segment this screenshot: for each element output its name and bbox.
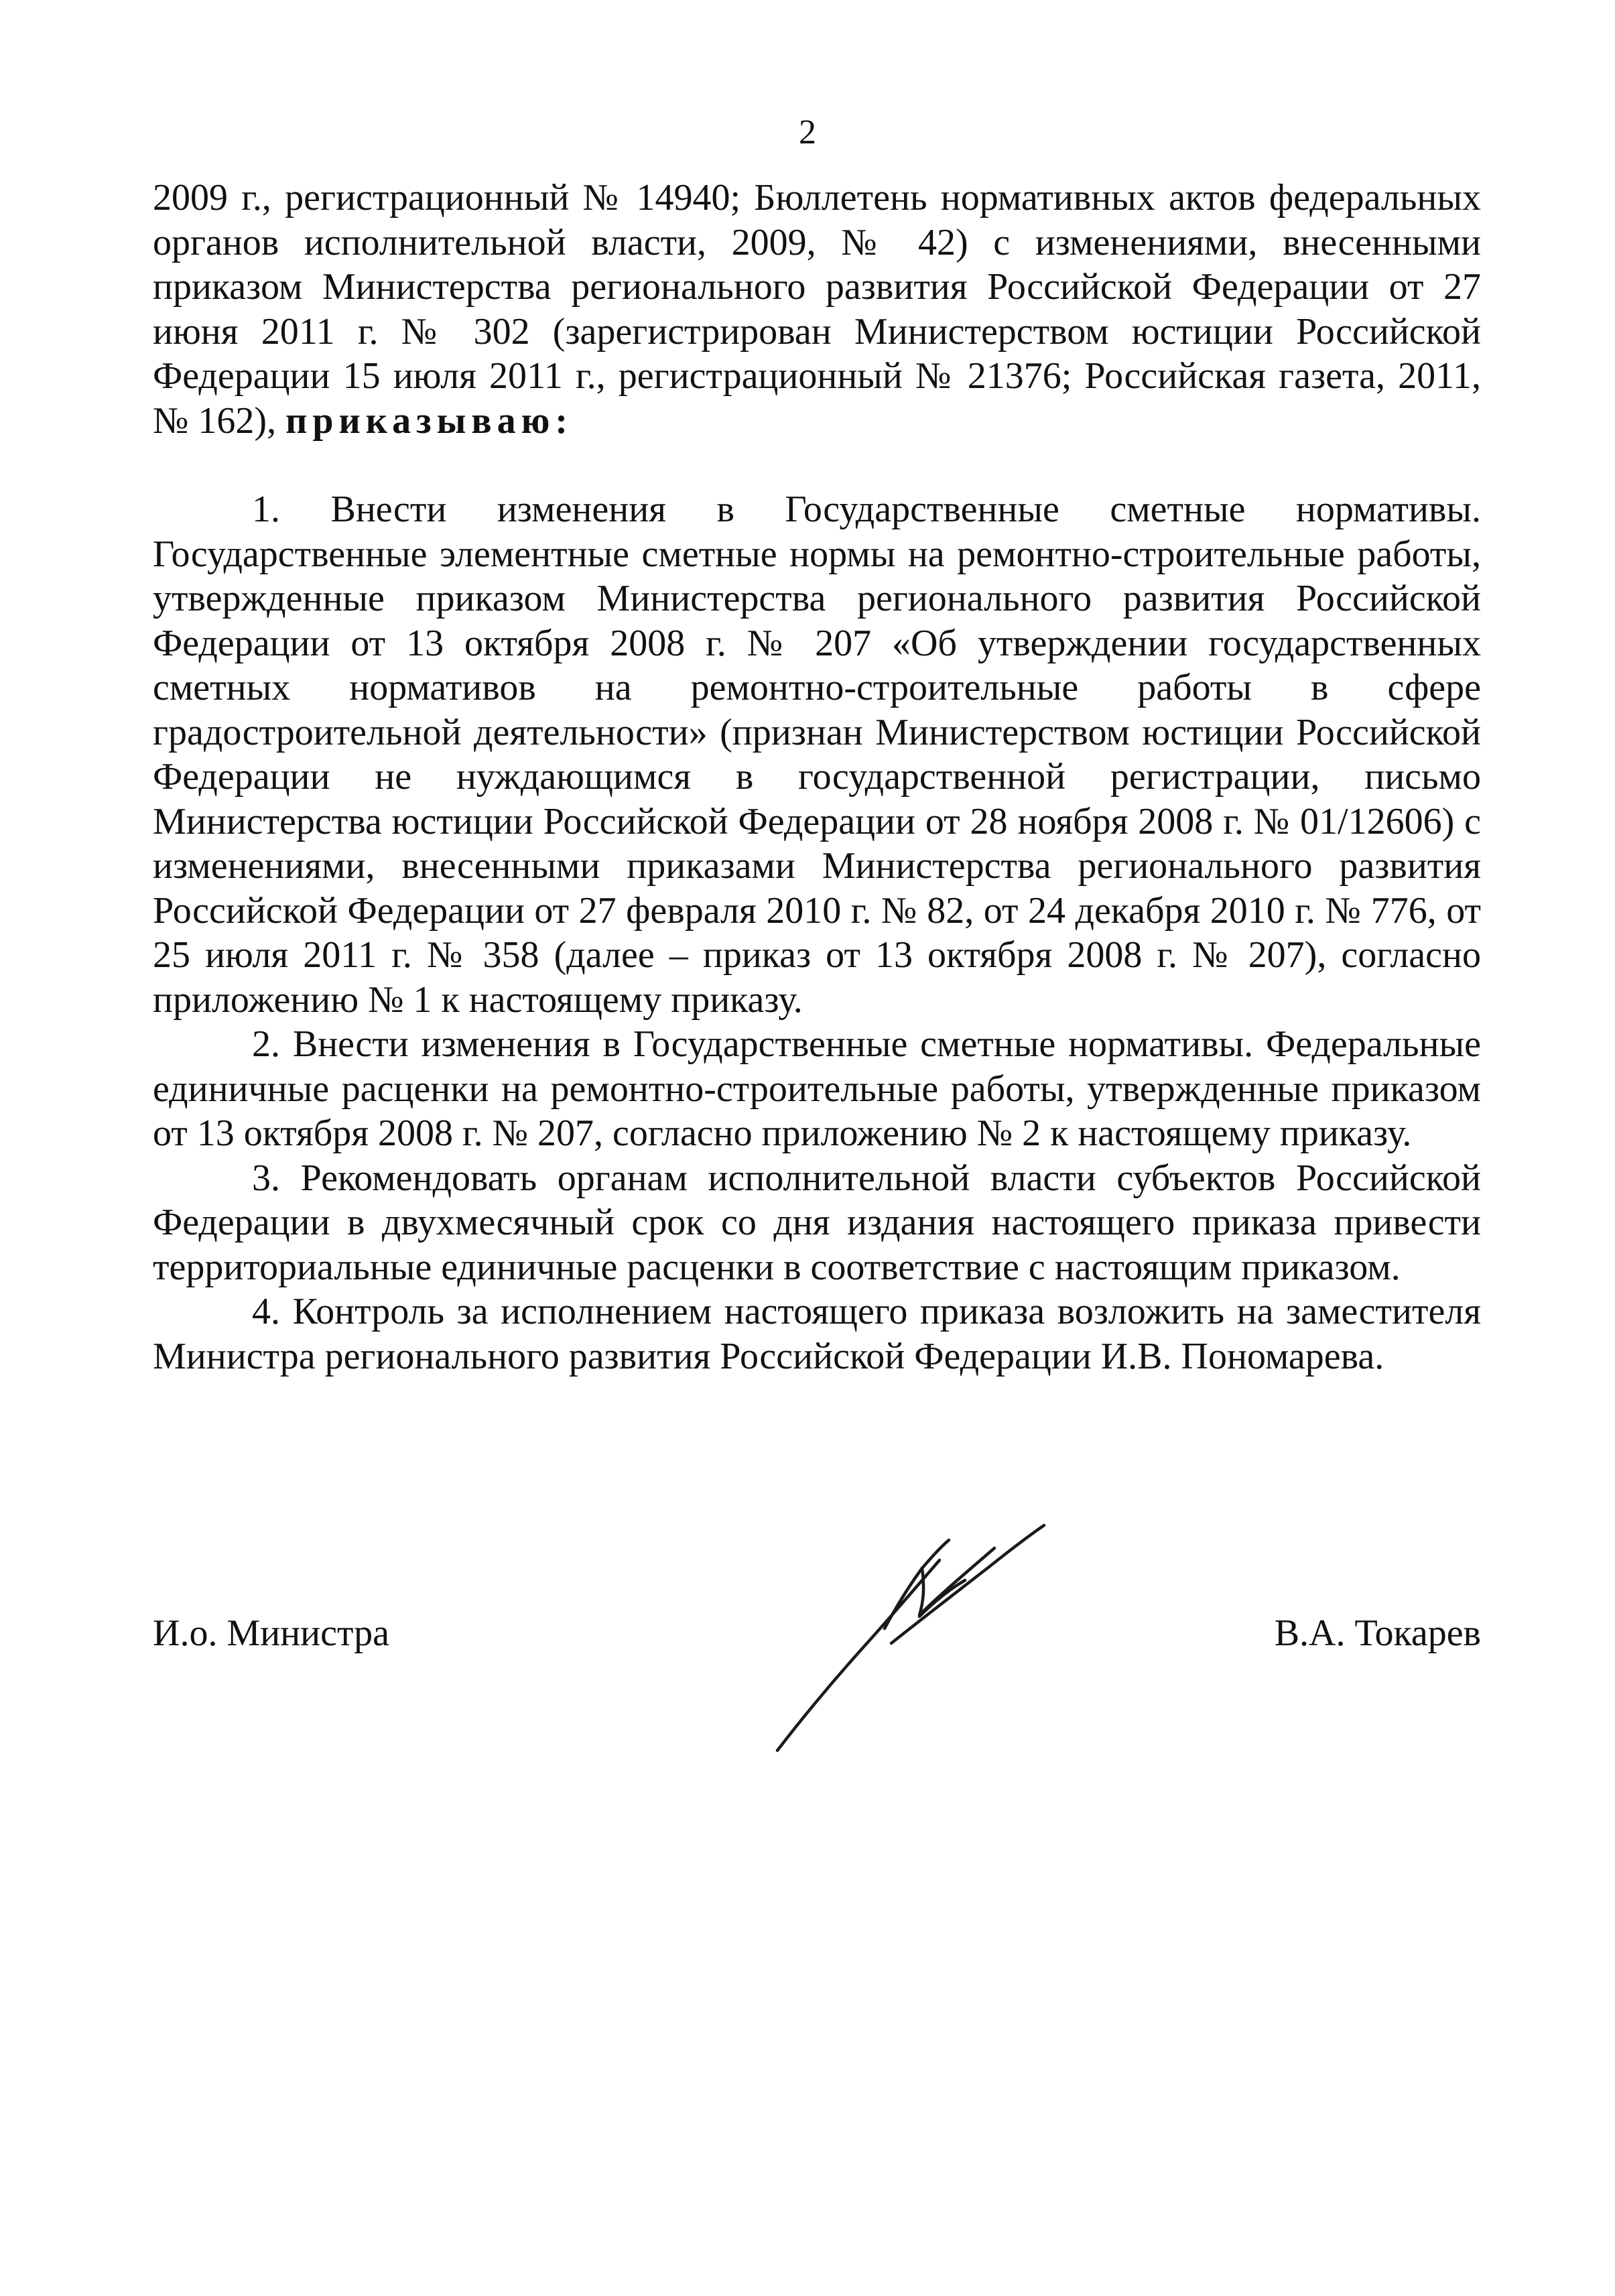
page-number: 2	[799, 113, 816, 151]
order-item-3: 3. Рекомендовать органам исполнительной власти субъектов Российской Федерации в двухмесячный срок со дня издания настоящего приказа привести территориальные единичные расценки в соответствие с настоящим приказом.	[153, 1157, 1481, 1288]
order-item-4: 4. Контроль за исполнением настоящего приказа возложить на заместителя Министра регионального развития Российской Федерации И.В. Пономарева.	[153, 1291, 1481, 1377]
intro-paragraph	[153, 176, 1481, 443]
order-keyword: приказываю:	[285, 399, 574, 442]
intro-text: 2009 г., регистрационный № 14940; Бюллетень нормативных актов федеральных органов исполнительной власти, 2009, № 42) с изменениями, внесенными приказом Министерства регионального развития Российской Федерации от 27 июня 2011 г. № 302 (зарегистрирован Министерством юстиции Российской Федерации 15 июля 2011 г., регистрационный № 21376; Российская газета, 2011, № 162),	[153, 177, 1481, 442]
document-body	[153, 176, 1481, 1379]
signatory-name: В.А. Токарев	[1274, 1612, 1481, 1654]
order-item-2: 2. Внести изменения в Государственные сметные нормативы. Федеральные единичные расценки на ремонтно-строительные работы, утвержденные приказом от 13 октября 2008 г. № 207, согласно приложению № 2 к настоящему приказу.	[153, 1023, 1481, 1154]
signatory-title: И.о. Министра	[153, 1612, 390, 1654]
handwritten-signature-icon	[764, 1501, 1059, 1756]
order-item-1: 1. Внести изменения в Государственные сметные нормативы. Государственные элементные сметные нормы на ремонтно-строительные работы, утвержденные приказом Министерства регионального развития Российской Федерации от 13 октября 2008 г. № 207 «Об утверждении государственных сметных нормативов на ремонтно-строительные работы в сфере градостроительной деятельности» (признан Министерством юстиции Российской Федерации не нуждающимся в государственной регистрации, письмо Министерства юстиции Российской Федерации от 28 ноября 2008 г. № 01/12606) с изменениями, внесенными приказами Министерства регионального развития Российской Федерации от 27 февраля 2010 г. № 82, от 24 декабря 2010 г. № 776, от 25 июля 2011 г. № 358 (далее – приказ от 13 октября 2008 г. № 207), согласно приложению № 1 к настоящему приказу.	[153, 489, 1481, 1021]
